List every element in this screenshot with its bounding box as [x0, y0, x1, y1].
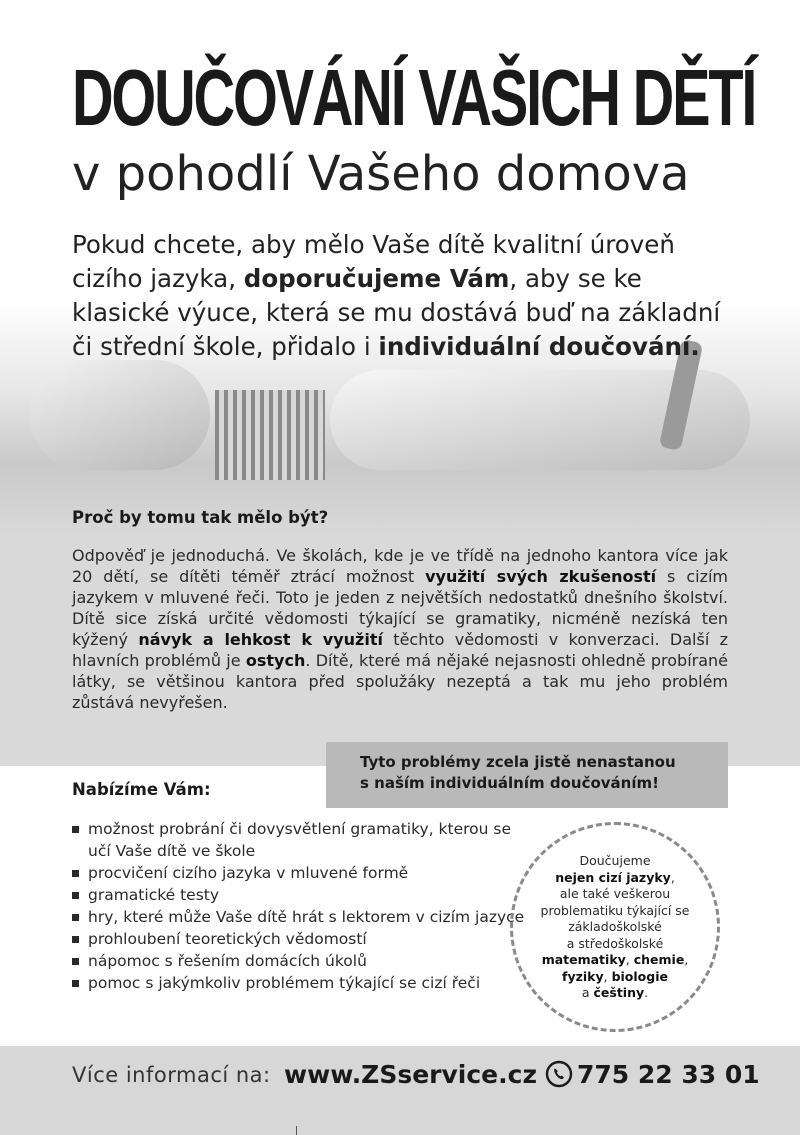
offer-heading: Nabízíme Vám: — [72, 780, 211, 799]
crop-mark — [296, 1126, 297, 1135]
intro-paragraph: Pokud chcete, aby mělo Vaše dítě kvalitní úroveň cizího jazyka, doporučujeme Vám, aby se ke klasické výuce, která se mu dostává buď na základní či střední škole, přidalo i individuální doučování. — [72, 230, 721, 361]
list-item: procvičení cizího jazyka v mluvené formě — [72, 862, 532, 884]
footer-label: Více informací na: — [72, 1063, 271, 1087]
website-link[interactable]: www.ZSservice.cz — [284, 1060, 537, 1089]
callout-box — [326, 742, 728, 808]
phone-number[interactable]: 775 22 33 01 — [577, 1060, 760, 1089]
list-item: nápomoc s řešením domácích úkolů — [72, 950, 532, 972]
footer — [0, 1046, 800, 1135]
bullet-icon — [72, 980, 79, 987]
bullet-icon — [72, 892, 79, 899]
photo-arm-left — [30, 360, 210, 470]
callout-line-1: Tyto problémy zcela jistě nenastanou — [360, 753, 676, 771]
tutoring-circle-badge: Doučujeme nejen cizí jazyky, ale také veškerou problematiku týkající se základoškolské a středoškolské matematiky, chemie, fyziky, biologie a češtiny. — [510, 822, 720, 1032]
photo-shirt — [215, 390, 325, 480]
bullet-icon — [72, 958, 79, 965]
list-item: prohloubení teoretických vědomostí — [72, 928, 532, 950]
bullet-icon — [72, 870, 79, 877]
bullet-icon — [72, 936, 79, 943]
page-subtitle: v pohodlí Vašeho domova — [72, 146, 690, 202]
phone-icon — [545, 1060, 573, 1088]
list-item: možnost probrání či dovysvětlení gramatiky, kterou se učí Vaše dítě ve škole — [72, 818, 532, 862]
callout-line-2: s naším individuálním doučováním! — [360, 774, 659, 792]
why-heading: Proč by tomu tak mělo být? — [72, 508, 329, 527]
list-item: hry, které může Vaše dítě hrát s lektorem v cizím jazyce — [72, 906, 532, 928]
list-item: gramatické testy — [72, 884, 532, 906]
list-item: pomoc s jakýmkoliv problémem týkající se cizí řeči — [72, 972, 532, 994]
offer-list — [72, 818, 532, 994]
bullet-icon — [72, 826, 79, 833]
why-paragraph: Odpověď je jednoduchá. Ve školách, kde je ve třídě na jednoho kantora více jak 20 dětí, se dítěti téměř ztrácí možnost využití svých zkušeností s cizím jazykem v mluvené řeči. Toto je jeden z největších nedostatků dnešního školství. Dítě sice získá určité vědomosti týkající se gramatiky, nicméně nezíská ten kýžený návyk a lehkost k využití těchto vědomosti v konverzaci. Další z hlavních problémů je ostych. Dítě, které má nějaké nejasnosti ohledně probírané látky, se většinou kantora před spolužáky nezeptá a tak mu jeho problém zůstává nevyřešen. — [72, 546, 729, 712]
bullet-icon — [72, 914, 79, 921]
page-title: DOUČOVÁNÍ VAŠICH DĚTÍ — [72, 53, 756, 142]
